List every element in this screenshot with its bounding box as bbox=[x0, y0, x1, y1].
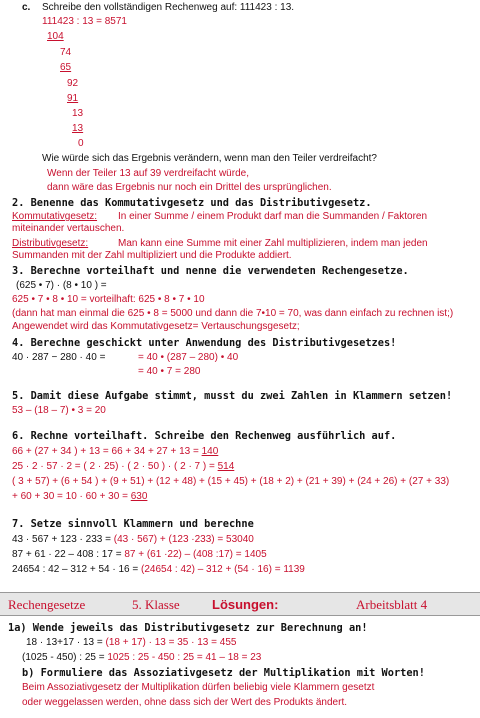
task-6-title: 6. Rechne vorteilhaft. Schreibe den Rechenweg ausführlich auf. bbox=[12, 430, 397, 442]
task-3-solution: 625 • 7 • 8 • 10 = vorteilhaft: 625 • 8 • 7 • 10 bbox=[12, 294, 205, 305]
division-step: 104 bbox=[47, 31, 64, 42]
distributiv-label: Distributivgesetz: bbox=[12, 238, 89, 249]
division-step: 74 bbox=[60, 47, 72, 58]
task-7-b-solution: 87 + (61 ·22) – (408 :17) = 1405 bbox=[124, 549, 267, 560]
task-4-expression: 40 · 287 − 280 · 40 = bbox=[12, 352, 106, 363]
task-1b-answer: Beim Assoziativgesetz der Multiplikation dürfen beliebig viele Klammern gesetzt bbox=[22, 682, 375, 693]
distributiv-text: Summanden mit der Zahl multipliziert und die Produkte addiert. bbox=[12, 250, 292, 261]
division-step: 91 bbox=[67, 93, 79, 104]
task-6-b-result: 514 bbox=[217, 461, 235, 472]
header-sheet: Arbeitsblatt 4 bbox=[356, 597, 428, 612]
task-5-title: 5. Damit diese Aufgabe stimmt, musst du zwei Zahlen in Klammern setzen! bbox=[12, 390, 453, 402]
task-1a-a-expression: 18 · 13+17 · 13 = bbox=[26, 637, 106, 648]
task-6-a-expression: 66 + (27 + 34 ) + 13 = 66 + 34 + 27 + 13 = bbox=[12, 446, 202, 457]
answer-text: Wenn der Teiler 13 auf 39 verdreifacht würde, bbox=[47, 168, 249, 179]
task-7-a-solution: (43 · 567) + (123 ·233) = 53040 bbox=[113, 534, 254, 545]
task-2-title: 2. Benenne das Kommutativgesetz und das Distributivgesetz. bbox=[12, 197, 372, 209]
division-step: 13 bbox=[72, 123, 84, 134]
task-6-c-expression-2: + 60 + 30 = 10 · 60 + 30 = bbox=[12, 491, 131, 502]
division-step: 92 bbox=[67, 78, 79, 89]
kommutativ-label: Kommutativgesetz: bbox=[12, 211, 98, 222]
task-1a-a bbox=[26, 637, 236, 649]
task-7-b bbox=[12, 549, 267, 561]
task-6-a-result: 140 bbox=[201, 446, 219, 457]
task-1b-answer: oder weggelassen werden, ohne dass sich der Wert des Produkts ändert. bbox=[22, 697, 347, 708]
question-text: Wie würde sich das Ergebnis verändern, wenn man den Teiler verdreifacht? bbox=[42, 153, 377, 164]
distributiv-text: Man kann eine Summe mit einer Zahl multiplizieren, indem man jeden bbox=[118, 238, 428, 249]
answer-text: dann wäre das Ergebnis nur noch ein Drittel des ursprünglichen. bbox=[47, 182, 332, 193]
kommutativ-text: In einer Summe / einem Produkt darf man die Summanden / Faktoren bbox=[118, 211, 428, 222]
task-1a-a-solution: (18 + 17) · 13 = 35 · 13 = 455 bbox=[105, 637, 237, 648]
task-1b-title: b) Formuliere das Assoziativgesetz der Multiplikation mit Worten! bbox=[22, 667, 425, 679]
task-1a-b bbox=[22, 652, 261, 664]
task-3-solution: (dann hat man einmal die 625 • 8 = 5000 und dann die 7•10 = 70, was dann einfach zu rechnen ist;) bbox=[12, 308, 454, 319]
task-1a-title: 1a) Wende jeweils das Distributivgesetz zur Berechnung an! bbox=[8, 622, 368, 634]
task-3-solution: Angewendet wird das Kommutativgesetz= Vertauschungsgesetz; bbox=[12, 321, 300, 332]
task-6-c-result: 630 bbox=[130, 491, 148, 502]
task-6-c bbox=[12, 491, 147, 503]
task-7-title: 7. Setze sinnvoll Klammern und berechne bbox=[12, 518, 254, 530]
division-step: 65 bbox=[60, 62, 72, 73]
division-step: 0 bbox=[78, 138, 84, 149]
task-7-a-expression: 43 · 567 + 123 · 233 = bbox=[12, 534, 114, 545]
task-4-step: = 40 • 7 = 280 bbox=[138, 366, 201, 377]
task-1a-b-expression: (1025 - 450) : 25 = bbox=[22, 652, 108, 663]
task-5-answer: 53 – (18 – 7) • 3 = 20 bbox=[12, 405, 106, 416]
header-topic: Rechengesetze bbox=[8, 597, 86, 612]
worksheet-header-bar bbox=[0, 592, 480, 616]
division-step: 13 bbox=[72, 108, 84, 119]
task-3-expression: (625 • 7) · (8 • 10 ) = bbox=[16, 280, 107, 291]
header-solutions: Lösungen: bbox=[212, 597, 279, 612]
task-4-step: = 40 • (287 – 280) • 40 bbox=[138, 352, 239, 363]
task-6-c-expression: ( 3 + 57) + (6 + 54 ) + (9 + 51) + (12 + 48) + (15 + 45) + (18 + 2) + (21 + 39) + (24 + 26) + (27 + 33) bbox=[12, 476, 450, 487]
task-1a-b-solution: 1025 : 25 - 450 : 25 = 41 – 18 = 23 bbox=[107, 652, 262, 663]
task-6-a bbox=[12, 446, 218, 458]
header-grade: 5. Klasse bbox=[132, 597, 180, 612]
task-4-title: 4. Berechne geschickt unter Anwendung des Distributivgesetzes! bbox=[12, 337, 397, 349]
task-7-c-solution: (24654 : 42) – 312 + (54 · 16) = 1139 bbox=[141, 564, 305, 575]
division-result: 111423 : 13 = 8571 bbox=[42, 16, 127, 27]
task-7-c-expression: 24654 : 42 – 312 + 54 · 16 = bbox=[12, 564, 141, 575]
task-7-c bbox=[12, 564, 305, 576]
task-3-title: 3. Berechne vorteilhaft und nenne die verwendeten Rechengesetze. bbox=[12, 265, 409, 277]
task-c-text: Schreibe den vollständigen Rechenweg auf: 111423 : 13. bbox=[42, 2, 295, 13]
task-7-a bbox=[12, 534, 254, 546]
task-c-label: c. bbox=[22, 2, 31, 13]
task-6-b bbox=[12, 461, 234, 473]
kommutativ-text: miteinander vertauschen. bbox=[12, 223, 125, 234]
task-6-b-expression: 25 · 2 · 57 · 2 = ( 2 · 25) · ( 2 · 50 ) · ( 2 · 7 ) = bbox=[12, 461, 218, 472]
task-7-b-expression: 87 + 61 · 22 – 408 : 17 = bbox=[12, 549, 125, 560]
